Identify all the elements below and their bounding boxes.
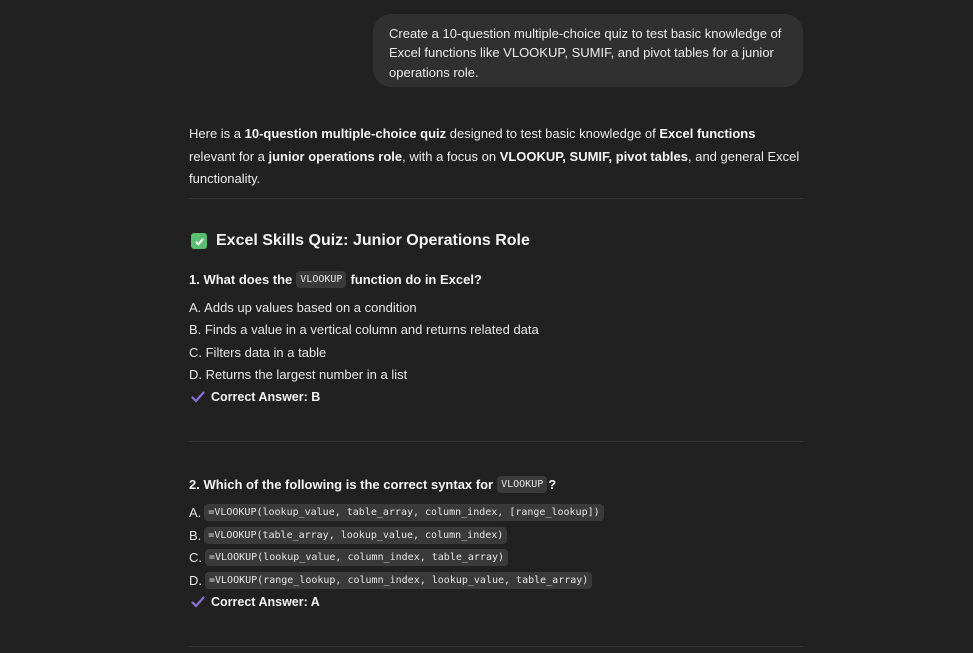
q1-option-a: A. Adds up values based on a condition — [189, 300, 417, 315]
question-1: 1. What does the VLOOKUP function do in Excel? — [189, 272, 482, 287]
intro-paragraph: Here is a 10-question multiple-choice quiz designed to test basic knowledge of Excel functions relevant for a junior operations role, with a focus on VLOOKUP, SUMIF, pivot tables, and general Excel functionality. — [189, 126, 800, 186]
q2-option-b: B. =VLOOKUP(table_array, lookup_value, column_index) — [189, 527, 507, 544]
divider — [189, 441, 803, 442]
q1-option-b: B. Finds a value in a vertical column and returns related data — [189, 322, 539, 337]
q1-correct-answer: Correct Answer: B — [191, 390, 320, 404]
q2-correct-answer: Correct Answer: A — [191, 595, 320, 609]
question-2: 2. Which of the following is the correct syntax for VLOOKUP ? — [189, 477, 557, 492]
user-message-line: operations role. — [389, 64, 479, 80]
user-message-bubble — [373, 14, 803, 87]
inline-code: VLOOKUP — [497, 476, 547, 493]
code-snippet: =VLOOKUP(table_array, lookup_value, column_index) — [204, 527, 507, 544]
code-snippet: =VLOOKUP(range_lookup, column_index, lookup_value, table_array) — [205, 572, 592, 589]
code-snippet: =VLOOKUP(lookup_value, column_index, table_array) — [205, 549, 508, 566]
quiz-title-text: Excel Skills Quiz: Junior Operations Role — [216, 232, 530, 249]
check-icon — [191, 391, 205, 403]
user-message-line: Excel functions like VLOOKUP, SUMIF, and pivot tables for a junior — [389, 45, 774, 61]
check-mark-icon — [191, 233, 207, 249]
q2-option-c: C. =VLOOKUP(lookup_value, column_index, table_array) — [189, 549, 508, 566]
inline-code: VLOOKUP — [296, 271, 346, 288]
divider — [189, 646, 803, 647]
code-snippet: =VLOOKUP(lookup_value, table_array, column_index, [range_lookup]) — [204, 504, 603, 521]
q1-option-c: C. Filters data in a table — [189, 345, 327, 360]
quiz-title — [189, 232, 530, 250]
q2-option-a: A. =VLOOKUP(lookup_value, table_array, column_index, [range_lookup]) — [189, 504, 604, 521]
divider — [189, 198, 803, 199]
q2-option-d: D. =VLOOKUP(range_lookup, column_index, lookup_value, table_array) — [189, 572, 592, 589]
check-icon — [191, 596, 205, 608]
user-message-line: Create a 10-question multiple-choice quiz to test basic knowledge of — [389, 26, 782, 41]
q1-option-d: D. Returns the largest number in a list — [189, 367, 408, 382]
